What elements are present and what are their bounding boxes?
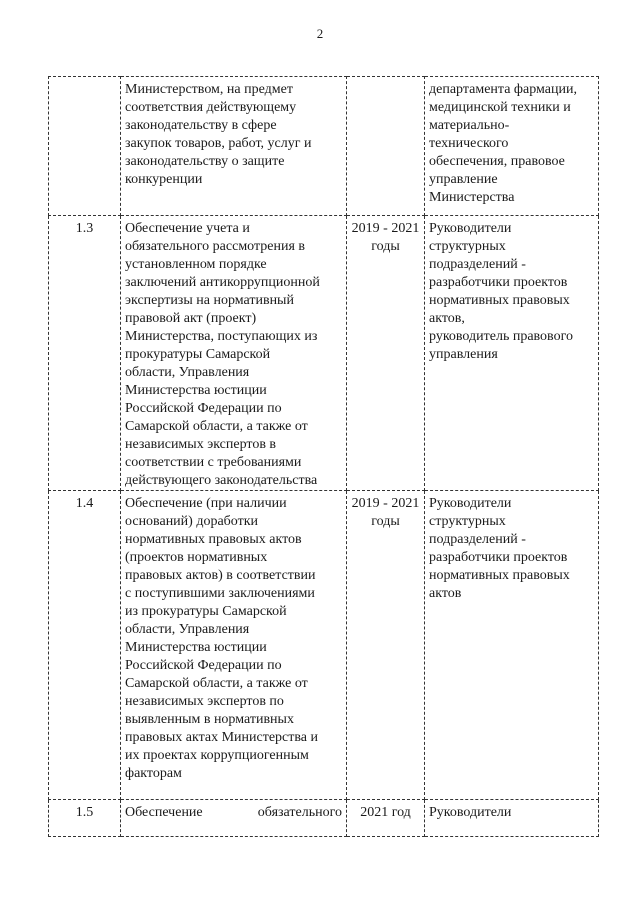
responsible-cell: Руководители [425, 800, 599, 837]
term-cell: 2019 - 2021 годы [347, 491, 425, 800]
responsible-cell: департамента фармации, медицинской техники и материально- технического обеспечения, правовое управление Министерства [425, 77, 599, 216]
responsible-cell: Руководители структурных подразделений - разработчики проектов нормативных правовых актов, руководитель правового управления [425, 216, 599, 491]
item-number-cell: 1.5 [49, 800, 121, 837]
table-row [49, 491, 599, 800]
table-row [49, 77, 599, 216]
table-row [49, 216, 599, 491]
action-cell: Обеспечение обязательного [121, 800, 347, 837]
item-number-cell: 1.4 [49, 491, 121, 800]
responsible-cell: Руководители структурных подразделений - разработчики проектов нормативных правовых актов [425, 491, 599, 800]
plan-table [48, 76, 599, 837]
item-number-cell: 1.3 [49, 216, 121, 491]
term-cell: 2019 - 2021 годы [347, 216, 425, 491]
action-cell: Обеспечение учета и обязательного рассмотрения в установленном порядке заключений антикоррупционной экспертизы на нормативный правовой акт (проект) Министерства, поступающих из прокуратуры Самарской области, Управления Министерства юстиции Российской Федерации по Самарской области, а также от независимых экспертов в соответствии с требованиями действующего законодательства [121, 216, 347, 491]
term-cell [347, 77, 425, 216]
table-row [49, 800, 599, 837]
action-cell: Министерством, на предмет соответствия действующему законодательству в сфере закупок товаров, работ, услуг и законодательству о защите конкуренции [121, 77, 347, 216]
item-number-cell [49, 77, 121, 216]
action-cell: Обеспечение (при наличии оснований) доработки нормативных правовых актов (проектов нормативных правовых актов) в соответствии с поступившими заключениями из прокуратуры Самарской области, Управления Министерства юстиции Российской Федерации по Самарской области, а также от независимых экспертов по выявленным в нормативных правовых актах Министерства и их проектах коррупциогенным факторам [121, 491, 347, 800]
page-number: 2 [316, 26, 324, 41]
term-cell: 2021 год [347, 800, 425, 837]
